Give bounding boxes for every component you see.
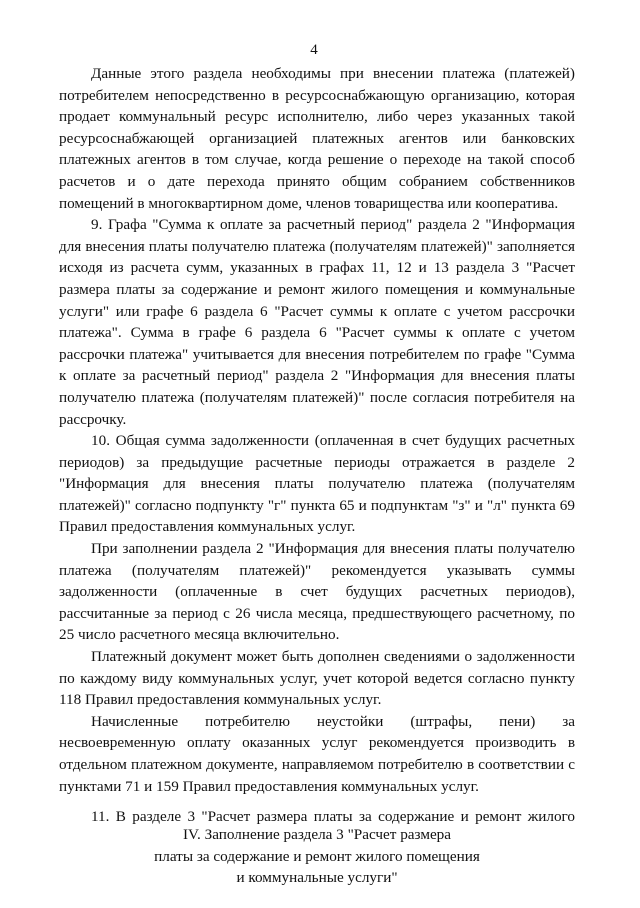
- paragraph-item-10: 10. Общая сумма задолженности (оплаченная в счет будущих расчетных периодов) за предыдущие расчетные периоды отражается в разделе 2 "Информация для внесения платы получателю платежа (получателям платежей)" согласно подпункту "г" пункта 65 и подпунктам "з" и "л" пункта 69 Правил предоставления коммунальных услуг.: [59, 432, 575, 536]
- paragraph-payment-data: Данные этого раздела необходимы при внесении платежа (платежей) потребителем непосредственно в ресурсоснабжающую организацию, которая продает коммунальный ресурс исполнителю, либо через указанных такой ресурсоснабжающей организацией платежных агентов или банковских платежных агентов в том случае, когда решение о переходе на такой способ расчетов и о дате перехода принято общим собранием собственников помещений в многоквартирном доме, членов товарищества или кооператива.: [59, 65, 575, 212]
- paragraph-item-9: 9. Графа "Сумма к оплате за расчетный период" раздела 2 "Информация для внесения платы получателю платежа (получателям платежей)" заполняется исходя из расчета сумм, указанных в графах 11, 12 и 13 раздела 3 "Расчет размера платы за содержание и ремонт жилого помещения и коммунальные услуги" или графе 6 раздела 6 "Расчет суммы к оплате с учетом рассрочки платежа". Сумма в графе 6 раздела 6 "Расчет суммы к оплате с учетом рассрочки платежа" учитывается для внесения потребителем по графе "Сумма к оплате за расчетный период" раздела 2 "Информация для внесения платы получателю платежа (получателям платежей)" после согласия потребителя на рассрочку.: [59, 216, 575, 428]
- document-body: [59, 63, 575, 908]
- paragraph-debt-details: Платежный документ может быть дополнен сведениями о задолженности по каждому виду коммунальных услуг, учет которой ведется согласно пункту 118 Правил предоставления коммунальных услуг.: [59, 648, 575, 709]
- paragraph-section-2-recommendation: При заполнении раздела 2 "Информация для внесения платы получателю платежа (получателям платежей)" рекомендуется указывать суммы задолженности (оплаченные в счет будущих расчетных периодов), рассчитанные за период с 26 числа месяца, предшествующего расчетному, по 25 число расчетного месяца включительно.: [59, 540, 575, 644]
- page-number: 4: [310, 42, 318, 58]
- paragraph-item-11: 11. В разделе 3 "Расчет размера платы за содержание и ремонт жилого: [91, 808, 575, 825]
- section-heading-line-2: платы за содержание и ремонт жилого помещения: [154, 847, 480, 865]
- paragraph-penalties: Начисленные потребителю неустойки (штрафы, пени) за несвоевременную оплату оказанных услуг рекомендуется производить в отдельном платежном документе, направляемом потребителю в соответствии с пунктами 71 и 159 Правил предоставления коммунальных услуг.: [59, 712, 575, 795]
- section-heading-line-1: IV. Заполнение раздела 3 "Расчет размера: [182, 826, 452, 844]
- section-heading-line-3: и коммунальные услуги": [236, 869, 398, 887]
- section-heading: [59, 824, 575, 889]
